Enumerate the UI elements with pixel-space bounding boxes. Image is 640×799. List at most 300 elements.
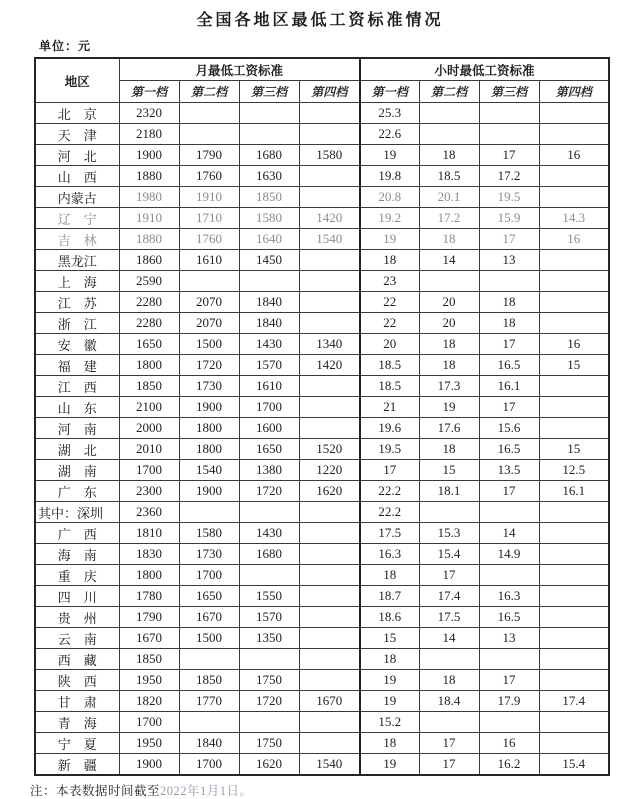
hourly-value-cell — [419, 124, 479, 145]
monthly-value-cell: 1840 — [179, 733, 239, 754]
monthly-value-cell: 1950 — [119, 733, 179, 754]
table-row — [35, 481, 609, 502]
hourly-value-cell: 17 — [479, 481, 539, 502]
hourly-value-cell: 22.6 — [360, 124, 419, 145]
region-cell: 福 建 — [35, 355, 119, 376]
monthly-value-cell — [299, 313, 360, 334]
monthly-value-cell: 1800 — [119, 565, 179, 586]
hourly-value-cell: 15 — [539, 355, 609, 376]
region-cell: 广 东 — [35, 481, 119, 502]
monthly-value-cell: 2000 — [119, 418, 179, 439]
region-column-header: 地区 — [35, 58, 119, 103]
monthly-value-cell: 1620 — [239, 754, 299, 776]
table-row — [35, 103, 609, 124]
hourly-value-cell: 18 — [419, 334, 479, 355]
hourly-value-cell: 12.5 — [539, 460, 609, 481]
hourly-value-cell: 16.2 — [479, 754, 539, 776]
table-row — [35, 586, 609, 607]
monthly-value-cell — [179, 649, 239, 670]
table-row — [35, 376, 609, 397]
hourly-value-cell — [539, 586, 609, 607]
monthly-value-cell: 1780 — [119, 586, 179, 607]
hourly-value-cell — [539, 502, 609, 523]
region-cell: 广 西 — [35, 523, 119, 544]
monthly-value-cell — [299, 670, 360, 691]
hourly-value-cell — [479, 271, 539, 292]
monthly-value-cell — [239, 502, 299, 523]
hourly-value-cell: 17.2 — [419, 208, 479, 229]
table-row — [35, 124, 609, 145]
monthly-value-cell: 1430 — [239, 523, 299, 544]
hourly-value-cell: 18 — [419, 439, 479, 460]
table-row — [35, 292, 609, 313]
table-row — [35, 565, 609, 586]
monthly-value-cell — [179, 103, 239, 124]
hourly-value-cell: 20 — [360, 334, 419, 355]
monthly-value-cell: 1550 — [239, 586, 299, 607]
monthly-value-cell — [239, 649, 299, 670]
hourly-value-cell: 19.5 — [479, 187, 539, 208]
hourly-value-cell: 19 — [419, 397, 479, 418]
hourly-value-cell: 17 — [479, 229, 539, 250]
monthly-value-cell: 1610 — [239, 376, 299, 397]
hourly-value-cell: 17.2 — [479, 166, 539, 187]
region-cell: 河 北 — [35, 145, 119, 166]
table-row — [35, 460, 609, 481]
hourly-value-cell: 16.1 — [479, 376, 539, 397]
monthly-value-cell: 1540 — [179, 460, 239, 481]
monthly-value-cell: 1680 — [239, 145, 299, 166]
monthly-value-cell — [299, 103, 360, 124]
region-cell: 山 西 — [35, 166, 119, 187]
monthly-group-header: 月最低工资标准 — [119, 58, 360, 81]
hourly-value-cell: 18.1 — [419, 481, 479, 502]
monthly-value-cell: 1820 — [119, 691, 179, 712]
monthly-value-cell: 1340 — [299, 334, 360, 355]
monthly-value-cell — [299, 271, 360, 292]
monthly-value-cell: 1850 — [119, 649, 179, 670]
monthly-value-cell: 1650 — [119, 334, 179, 355]
hourly-value-cell: 16.3 — [479, 586, 539, 607]
region-cell: 海 南 — [35, 544, 119, 565]
hourly-value-cell: 18 — [479, 292, 539, 313]
monthly-tier4-header: 第四档 — [299, 81, 360, 103]
monthly-value-cell: 2180 — [119, 124, 179, 145]
monthly-value-cell: 1580 — [299, 145, 360, 166]
hourly-value-cell: 17 — [479, 145, 539, 166]
monthly-value-cell: 2590 — [119, 271, 179, 292]
region-cell: 北 京 — [35, 103, 119, 124]
tier-header-row — [35, 81, 609, 103]
region-cell: 河 南 — [35, 418, 119, 439]
monthly-value-cell: 1980 — [119, 187, 179, 208]
monthly-value-cell: 1710 — [179, 208, 239, 229]
hourly-value-cell — [419, 712, 479, 733]
hourly-value-cell: 22 — [360, 313, 419, 334]
monthly-value-cell: 1760 — [179, 229, 239, 250]
hourly-value-cell: 18.4 — [419, 691, 479, 712]
monthly-value-cell: 1880 — [119, 166, 179, 187]
table-row — [35, 271, 609, 292]
region-cell: 黑龙江 — [35, 250, 119, 271]
hourly-value-cell: 17 — [419, 733, 479, 754]
table-row — [35, 754, 609, 776]
hourly-value-cell — [419, 103, 479, 124]
table-row — [35, 229, 609, 250]
table-row — [35, 355, 609, 376]
hourly-value-cell: 17 — [479, 334, 539, 355]
monthly-value-cell — [179, 712, 239, 733]
region-cell: 重 庆 — [35, 565, 119, 586]
hourly-value-cell — [539, 124, 609, 145]
hourly-value-cell: 14 — [479, 523, 539, 544]
monthly-value-cell: 2280 — [119, 292, 179, 313]
monthly-value-cell: 1750 — [239, 670, 299, 691]
region-cell: 山 东 — [35, 397, 119, 418]
region-cell: 辽 宁 — [35, 208, 119, 229]
region-cell: 云 南 — [35, 628, 119, 649]
monthly-value-cell: 1700 — [119, 460, 179, 481]
table-row — [35, 208, 609, 229]
table-row — [35, 691, 609, 712]
hourly-value-cell — [539, 418, 609, 439]
monthly-value-cell: 1730 — [179, 376, 239, 397]
hourly-value-cell — [419, 649, 479, 670]
table-row — [35, 397, 609, 418]
hourly-value-cell — [479, 649, 539, 670]
unit-label: 单位：元 — [39, 39, 92, 53]
monthly-value-cell: 2100 — [119, 397, 179, 418]
monthly-value-cell: 1700 — [119, 712, 179, 733]
hourly-value-cell: 19 — [360, 670, 419, 691]
monthly-value-cell: 2070 — [179, 313, 239, 334]
footnote-prefix: 注：本表数据时间截至 — [30, 784, 161, 798]
hourly-value-cell — [539, 103, 609, 124]
hourly-value-cell: 17.6 — [419, 418, 479, 439]
hourly-value-cell: 13.5 — [479, 460, 539, 481]
hourly-value-cell — [539, 733, 609, 754]
hourly-value-cell: 16.5 — [479, 355, 539, 376]
hourly-value-cell: 19.2 — [360, 208, 419, 229]
table-row — [35, 628, 609, 649]
monthly-value-cell: 1600 — [239, 418, 299, 439]
hourly-value-cell: 16.3 — [360, 544, 419, 565]
hourly-value-cell — [539, 271, 609, 292]
region-cell: 天 津 — [35, 124, 119, 145]
hourly-value-cell: 17.9 — [479, 691, 539, 712]
hourly-value-cell: 16 — [539, 145, 609, 166]
monthly-value-cell: 1420 — [299, 355, 360, 376]
hourly-value-cell: 17 — [479, 397, 539, 418]
monthly-value-cell — [299, 292, 360, 313]
hourly-value-cell: 15.3 — [419, 523, 479, 544]
hourly-value-cell: 15.4 — [419, 544, 479, 565]
hourly-value-cell — [419, 502, 479, 523]
hourly-value-cell: 17.3 — [419, 376, 479, 397]
region-cell: 青 海 — [35, 712, 119, 733]
table-row — [35, 418, 609, 439]
monthly-value-cell — [299, 397, 360, 418]
monthly-value-cell — [299, 187, 360, 208]
monthly-value-cell: 1700 — [179, 754, 239, 776]
monthly-value-cell: 1860 — [119, 250, 179, 271]
monthly-value-cell: 1450 — [239, 250, 299, 271]
hourly-value-cell — [539, 313, 609, 334]
hourly-value-cell — [539, 544, 609, 565]
hourly-value-cell: 17 — [419, 754, 479, 776]
monthly-value-cell: 1720 — [239, 691, 299, 712]
hourly-value-cell: 19 — [360, 691, 419, 712]
monthly-value-cell: 1700 — [179, 565, 239, 586]
monthly-value-cell: 1630 — [239, 166, 299, 187]
region-cell: 江 西 — [35, 376, 119, 397]
hourly-value-cell: 22.2 — [360, 502, 419, 523]
hourly-value-cell — [539, 292, 609, 313]
hourly-value-cell: 21 — [360, 397, 419, 418]
table-row — [35, 145, 609, 166]
monthly-value-cell — [299, 586, 360, 607]
hourly-value-cell: 18 — [360, 565, 419, 586]
region-cell: 浙 江 — [35, 313, 119, 334]
monthly-value-cell: 1790 — [179, 145, 239, 166]
hourly-value-cell: 18 — [360, 649, 419, 670]
table-row — [35, 250, 609, 271]
monthly-value-cell: 1680 — [239, 544, 299, 565]
monthly-value-cell — [299, 649, 360, 670]
hourly-value-cell: 15.9 — [479, 208, 539, 229]
hourly-value-cell: 18 — [419, 670, 479, 691]
hourly-value-cell: 15 — [360, 628, 419, 649]
region-cell: 湖 南 — [35, 460, 119, 481]
hourly-value-cell — [539, 712, 609, 733]
monthly-value-cell — [299, 250, 360, 271]
hourly-value-cell — [539, 670, 609, 691]
hourly-value-cell — [539, 523, 609, 544]
hourly-value-cell — [479, 565, 539, 586]
hourly-value-cell: 20 — [419, 292, 479, 313]
hourly-value-cell: 16 — [539, 334, 609, 355]
hourly-value-cell: 19.6 — [360, 418, 419, 439]
monthly-value-cell: 1900 — [179, 481, 239, 502]
hourly-value-cell: 14.3 — [539, 208, 609, 229]
monthly-value-cell: 2070 — [179, 292, 239, 313]
monthly-value-cell: 1770 — [179, 691, 239, 712]
hourly-value-cell: 18 — [360, 250, 419, 271]
hourly-value-cell — [479, 712, 539, 733]
hourly-value-cell: 19 — [360, 145, 419, 166]
hourly-value-cell: 18 — [419, 229, 479, 250]
monthly-value-cell: 1800 — [179, 418, 239, 439]
monthly-value-cell — [299, 733, 360, 754]
monthly-value-cell — [299, 565, 360, 586]
hourly-value-cell: 18.7 — [360, 586, 419, 607]
hourly-value-cell: 19.5 — [360, 439, 419, 460]
hourly-value-cell — [479, 124, 539, 145]
monthly-value-cell — [179, 271, 239, 292]
hourly-value-cell — [539, 187, 609, 208]
monthly-value-cell: 1880 — [119, 229, 179, 250]
hourly-value-cell: 17.5 — [360, 523, 419, 544]
monthly-value-cell: 1900 — [119, 754, 179, 776]
table-row — [35, 712, 609, 733]
hourly-value-cell: 13 — [479, 628, 539, 649]
monthly-value-cell — [239, 103, 299, 124]
hourly-value-cell: 20.1 — [419, 187, 479, 208]
hourly-value-cell — [539, 250, 609, 271]
monthly-value-cell: 1840 — [239, 292, 299, 313]
table-row — [35, 187, 609, 208]
monthly-value-cell: 1350 — [239, 628, 299, 649]
monthly-value-cell: 1730 — [179, 544, 239, 565]
hourly-value-cell: 18.5 — [419, 166, 479, 187]
region-cell: 贵 州 — [35, 607, 119, 628]
region-cell: 吉 林 — [35, 229, 119, 250]
monthly-value-cell — [299, 628, 360, 649]
hourly-value-cell: 22 — [360, 292, 419, 313]
monthly-value-cell: 1580 — [179, 523, 239, 544]
monthly-value-cell: 1520 — [299, 439, 360, 460]
monthly-value-cell: 1800 — [179, 439, 239, 460]
monthly-tier1-header: 第一档 — [119, 81, 179, 103]
hourly-tier1-header: 第一档 — [360, 81, 419, 103]
hourly-value-cell — [479, 103, 539, 124]
monthly-value-cell — [299, 544, 360, 565]
monthly-value-cell: 1610 — [179, 250, 239, 271]
hourly-tier2-header: 第二档 — [419, 81, 479, 103]
monthly-value-cell: 2010 — [119, 439, 179, 460]
hourly-value-cell — [539, 565, 609, 586]
hourly-value-cell — [419, 271, 479, 292]
monthly-value-cell — [299, 607, 360, 628]
hourly-value-cell — [539, 649, 609, 670]
region-cell: 陕 西 — [35, 670, 119, 691]
hourly-value-cell — [539, 607, 609, 628]
monthly-value-cell — [299, 166, 360, 187]
hourly-value-cell: 17 — [479, 670, 539, 691]
monthly-value-cell — [179, 502, 239, 523]
hourly-value-cell: 17.4 — [539, 691, 609, 712]
monthly-value-cell — [299, 418, 360, 439]
monthly-value-cell: 1800 — [119, 355, 179, 376]
hourly-value-cell: 13 — [479, 250, 539, 271]
monthly-value-cell: 1670 — [179, 607, 239, 628]
hourly-value-cell — [539, 376, 609, 397]
region-cell: 甘 肃 — [35, 691, 119, 712]
hourly-value-cell: 15.6 — [479, 418, 539, 439]
monthly-value-cell: 1850 — [179, 670, 239, 691]
monthly-value-cell — [239, 124, 299, 145]
region-cell: 上 海 — [35, 271, 119, 292]
hourly-value-cell — [539, 166, 609, 187]
monthly-value-cell: 1810 — [119, 523, 179, 544]
monthly-value-cell — [239, 271, 299, 292]
hourly-value-cell: 16 — [479, 733, 539, 754]
hourly-value-cell: 15 — [419, 460, 479, 481]
monthly-value-cell: 2280 — [119, 313, 179, 334]
monthly-value-cell: 1760 — [179, 166, 239, 187]
page-title: 全国各地区最低工资标准情况 — [196, 12, 444, 29]
hourly-value-cell: 15.2 — [360, 712, 419, 733]
monthly-value-cell — [299, 523, 360, 544]
monthly-value-cell — [299, 712, 360, 733]
hourly-value-cell: 22.2 — [360, 481, 419, 502]
hourly-value-cell: 18.6 — [360, 607, 419, 628]
hourly-group-header: 小时最低工资标准 — [360, 58, 609, 81]
hourly-value-cell: 18 — [419, 145, 479, 166]
hourly-value-cell: 16.5 — [479, 439, 539, 460]
hourly-value-cell: 18 — [419, 355, 479, 376]
region-cell: 西 藏 — [35, 649, 119, 670]
table-row — [35, 670, 609, 691]
hourly-value-cell — [539, 628, 609, 649]
hourly-value-cell: 19 — [360, 229, 419, 250]
hourly-value-cell: 14 — [419, 628, 479, 649]
monthly-value-cell — [299, 124, 360, 145]
hourly-value-cell: 18.5 — [360, 355, 419, 376]
hourly-value-cell: 17.5 — [419, 607, 479, 628]
monthly-value-cell: 1750 — [239, 733, 299, 754]
monthly-value-cell: 1700 — [239, 397, 299, 418]
region-cell: 内蒙古 — [35, 187, 119, 208]
monthly-value-cell: 1420 — [299, 208, 360, 229]
table-row — [35, 439, 609, 460]
footnote-date: 2022年1月1日。 — [160, 784, 253, 798]
monthly-value-cell — [239, 712, 299, 733]
monthly-value-cell: 1640 — [239, 229, 299, 250]
monthly-value-cell: 1850 — [119, 376, 179, 397]
monthly-value-cell: 1220 — [299, 460, 360, 481]
region-cell: 其中：深圳 — [35, 502, 119, 523]
hourly-tier4-header: 第四档 — [539, 81, 609, 103]
monthly-value-cell: 2320 — [119, 103, 179, 124]
monthly-value-cell: 1900 — [119, 145, 179, 166]
region-cell: 宁 夏 — [35, 733, 119, 754]
hourly-value-cell: 16.5 — [479, 607, 539, 628]
group-header-row — [35, 58, 609, 81]
hourly-value-cell: 19 — [360, 754, 419, 776]
monthly-value-cell — [299, 376, 360, 397]
hourly-tier3-header: 第三档 — [479, 81, 539, 103]
monthly-value-cell — [179, 124, 239, 145]
monthly-value-cell: 1650 — [239, 439, 299, 460]
hourly-value-cell: 18 — [479, 313, 539, 334]
hourly-value-cell: 23 — [360, 271, 419, 292]
monthly-value-cell: 1500 — [179, 628, 239, 649]
monthly-value-cell: 1790 — [119, 607, 179, 628]
table-row — [35, 502, 609, 523]
hourly-value-cell — [539, 397, 609, 418]
monthly-value-cell: 1580 — [239, 208, 299, 229]
monthly-value-cell: 1650 — [179, 586, 239, 607]
monthly-tier3-header: 第三档 — [239, 81, 299, 103]
hourly-value-cell: 17.4 — [419, 586, 479, 607]
monthly-value-cell: 1950 — [119, 670, 179, 691]
hourly-value-cell: 14.9 — [479, 544, 539, 565]
monthly-value-cell: 1830 — [119, 544, 179, 565]
hourly-value-cell: 25.3 — [360, 103, 419, 124]
hourly-value-cell — [479, 502, 539, 523]
hourly-value-cell: 16 — [539, 229, 609, 250]
table-row — [35, 544, 609, 565]
hourly-value-cell: 17 — [419, 565, 479, 586]
region-cell: 湖 北 — [35, 439, 119, 460]
region-cell: 江 苏 — [35, 292, 119, 313]
monthly-value-cell — [239, 565, 299, 586]
monthly-value-cell: 1720 — [239, 481, 299, 502]
footnote — [30, 781, 640, 799]
table-row — [35, 649, 609, 670]
minimum-wage-table — [34, 57, 610, 776]
